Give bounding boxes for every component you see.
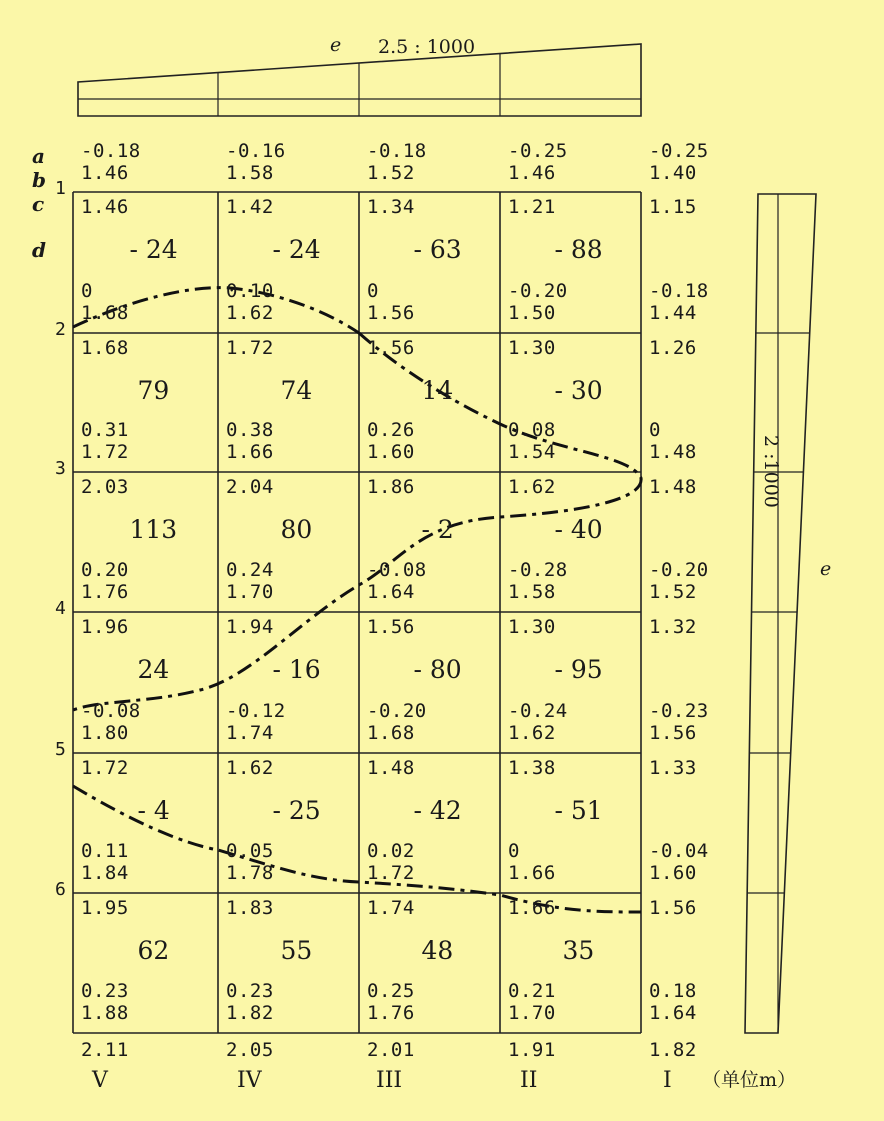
row-number-1: 1 bbox=[55, 178, 66, 199]
node-c-value: 1.66 bbox=[508, 897, 556, 919]
cell-volume: 79 bbox=[137, 376, 170, 405]
node-a-value: -0.18 bbox=[81, 140, 141, 162]
node-a-value: -0.16 bbox=[226, 140, 286, 162]
node-b-value: 1.56 bbox=[367, 302, 415, 324]
node-a-value: -0.08 bbox=[81, 700, 141, 722]
node-a-value: 0 bbox=[367, 280, 379, 302]
cell-volume: 113 bbox=[129, 515, 178, 544]
cell-volume: - 88 bbox=[554, 235, 603, 264]
node-a-value: -0.20 bbox=[367, 700, 427, 722]
node-a-value: 0.20 bbox=[81, 559, 129, 581]
node-b-value: 1.84 bbox=[81, 862, 129, 884]
node-b-value: 1.60 bbox=[649, 862, 697, 884]
node-b-value: 1.62 bbox=[508, 722, 556, 744]
node-a-value: -0.08 bbox=[367, 559, 427, 581]
node-b-value: 1.70 bbox=[508, 1002, 556, 1024]
node-c-value: 1.33 bbox=[649, 757, 697, 779]
node-a-value: 0.38 bbox=[226, 419, 274, 441]
cell-volume: 48 bbox=[421, 936, 454, 965]
node-a-value: -0.25 bbox=[508, 140, 568, 162]
node-b-value: 1.72 bbox=[81, 441, 129, 463]
node-c-value: 1.21 bbox=[508, 196, 556, 218]
node-b-value: 1.66 bbox=[226, 441, 274, 463]
node-c-value: 1.95 bbox=[81, 897, 129, 919]
node-b-value: 1.46 bbox=[508, 162, 556, 184]
node-c-value: 1.56 bbox=[649, 897, 697, 919]
node-c-value: 1.91 bbox=[508, 1039, 556, 1061]
node-c-value: 1.83 bbox=[226, 897, 274, 919]
row-number-4: 4 bbox=[55, 598, 66, 619]
node-a-value: 0 bbox=[81, 280, 93, 302]
column-label-II: II bbox=[520, 1068, 538, 1093]
cell-volume: - 24 bbox=[272, 235, 321, 264]
node-b-value: 1.82 bbox=[226, 1002, 274, 1024]
node-c-value: 2.03 bbox=[81, 476, 129, 498]
node-b-value: 1.60 bbox=[367, 441, 415, 463]
legend-b: b bbox=[32, 168, 46, 192]
node-c-value: 1.72 bbox=[226, 337, 274, 359]
node-a-value: -0.24 bbox=[508, 700, 568, 722]
cell-volume: 35 bbox=[562, 936, 595, 965]
node-c-value: 1.56 bbox=[367, 616, 415, 638]
node-c-value: 1.62 bbox=[226, 757, 274, 779]
node-b-value: 1.52 bbox=[367, 162, 415, 184]
node-b-value: 1.76 bbox=[367, 1002, 415, 1024]
side-scale-wedge bbox=[745, 194, 816, 1033]
legend-d: d bbox=[32, 238, 46, 262]
node-b-value: 1.72 bbox=[367, 862, 415, 884]
cell-volume: 55 bbox=[280, 936, 313, 965]
cell-volume: - 80 bbox=[413, 655, 462, 684]
cell-volume: - 40 bbox=[554, 515, 603, 544]
node-c-value: 1.38 bbox=[508, 757, 556, 779]
node-a-value: -0.18 bbox=[649, 280, 709, 302]
node-a-value: 0.31 bbox=[81, 419, 129, 441]
node-c-value: 1.74 bbox=[367, 897, 415, 919]
node-b-value: 1.68 bbox=[367, 722, 415, 744]
node-c-value: 1.15 bbox=[649, 196, 697, 218]
cell-volume: 14 bbox=[421, 376, 454, 405]
node-c-value: 1.72 bbox=[81, 757, 129, 779]
cell-volume: - 25 bbox=[272, 796, 321, 825]
node-c-value: 2.04 bbox=[226, 476, 274, 498]
node-a-value: -0.20 bbox=[508, 280, 568, 302]
node-c-value: 1.86 bbox=[367, 476, 415, 498]
cell-volume: - 51 bbox=[554, 796, 603, 825]
cell-volume: - 63 bbox=[413, 235, 462, 264]
node-c-value: 1.96 bbox=[81, 616, 129, 638]
node-b-value: 1.74 bbox=[226, 722, 274, 744]
cell-volume: - 24 bbox=[129, 235, 178, 264]
node-a-value: -0.12 bbox=[226, 700, 286, 722]
node-b-value: 1.40 bbox=[649, 162, 697, 184]
node-c-value: 2.05 bbox=[226, 1039, 274, 1061]
node-c-value: 1.94 bbox=[226, 616, 274, 638]
node-b-value: 1.54 bbox=[508, 441, 556, 463]
node-c-value: 1.46 bbox=[81, 196, 129, 218]
node-c-value: 2.11 bbox=[81, 1039, 129, 1061]
node-a-value: 0.25 bbox=[367, 980, 415, 1002]
node-b-value: 1.80 bbox=[81, 722, 129, 744]
node-a-value: 0.10 bbox=[226, 280, 274, 302]
node-b-value: 1.64 bbox=[649, 1002, 697, 1024]
node-b-value: 1.78 bbox=[226, 862, 274, 884]
node-a-value: 0.11 bbox=[81, 840, 129, 862]
node-b-value: 1.50 bbox=[508, 302, 556, 324]
cell-volume: - 16 bbox=[272, 655, 321, 684]
column-label-IV: IV bbox=[237, 1068, 262, 1093]
node-b-value: 1.70 bbox=[226, 581, 274, 603]
node-a-value: 0.08 bbox=[508, 419, 556, 441]
node-c-value: 1.34 bbox=[367, 196, 415, 218]
node-a-value: -0.20 bbox=[649, 559, 709, 581]
node-a-value: -0.18 bbox=[367, 140, 427, 162]
column-label-I: I bbox=[663, 1068, 672, 1093]
unit-label: （单位m） bbox=[702, 1069, 797, 1091]
cell-volume: 62 bbox=[137, 936, 170, 965]
cell-volume: 80 bbox=[280, 515, 313, 544]
node-a-value: 0.23 bbox=[81, 980, 129, 1002]
node-c-value: 1.42 bbox=[226, 196, 274, 218]
node-b-value: 1.58 bbox=[508, 581, 556, 603]
node-a-value: -0.28 bbox=[508, 559, 568, 581]
node-c-value: 1.48 bbox=[649, 476, 697, 498]
row-number-2: 2 bbox=[55, 319, 66, 340]
node-a-value: 0.02 bbox=[367, 840, 415, 862]
node-a-value: -0.04 bbox=[649, 840, 709, 862]
side-scale-ratio: 2 :1000 bbox=[760, 435, 782, 508]
node-c-value: 1.62 bbox=[508, 476, 556, 498]
side-scale-letter: e bbox=[820, 558, 832, 580]
node-c-value: 1.48 bbox=[367, 757, 415, 779]
node-a-value: 0.21 bbox=[508, 980, 556, 1002]
node-b-value: 1.62 bbox=[226, 302, 274, 324]
node-a-value: 0 bbox=[508, 840, 520, 862]
top-scale-ratio: 2.5 : 1000 bbox=[378, 36, 476, 58]
cell-volume: - 95 bbox=[554, 655, 603, 684]
node-b-value: 1.48 bbox=[649, 441, 697, 463]
node-c-value: 2.01 bbox=[367, 1039, 415, 1061]
node-b-value: 1.46 bbox=[81, 162, 129, 184]
node-a-value: 0.05 bbox=[226, 840, 274, 862]
node-b-value: 1.64 bbox=[367, 581, 415, 603]
row-number-3: 3 bbox=[55, 458, 66, 479]
row-number-6: 6 bbox=[55, 879, 66, 900]
node-c-value: 1.26 bbox=[649, 337, 697, 359]
cell-volume: - 30 bbox=[554, 376, 603, 405]
legend-a: a bbox=[32, 144, 45, 168]
row-number-5: 5 bbox=[55, 739, 66, 760]
top-scale-letter: e bbox=[330, 34, 342, 56]
node-b-value: 1.76 bbox=[81, 581, 129, 603]
node-a-value: 0 bbox=[649, 419, 661, 441]
node-a-value: 0.24 bbox=[226, 559, 274, 581]
legend-c: c bbox=[32, 192, 45, 216]
node-b-value: 1.52 bbox=[649, 581, 697, 603]
node-b-value: 1.56 bbox=[649, 722, 697, 744]
node-a-value: -0.23 bbox=[649, 700, 709, 722]
node-c-value: 1.30 bbox=[508, 337, 556, 359]
node-a-value: 0.26 bbox=[367, 419, 415, 441]
column-label-III: III bbox=[376, 1068, 403, 1093]
cell-volume: 74 bbox=[280, 376, 313, 405]
node-a-value: 0.23 bbox=[226, 980, 274, 1002]
node-b-value: 1.58 bbox=[226, 162, 274, 184]
cell-volume: - 2 bbox=[421, 515, 454, 544]
cell-volume: - 42 bbox=[413, 796, 462, 825]
node-b-value: 1.44 bbox=[649, 302, 697, 324]
column-label-V: V bbox=[92, 1068, 108, 1093]
node-c-value: 1.82 bbox=[649, 1039, 697, 1061]
node-c-value: 1.30 bbox=[508, 616, 556, 638]
node-b-value: 1.88 bbox=[81, 1002, 129, 1024]
node-c-value: 1.32 bbox=[649, 616, 697, 638]
node-c-value: 1.56 bbox=[367, 337, 415, 359]
node-a-value: -0.25 bbox=[649, 140, 709, 162]
cell-volume: 24 bbox=[137, 655, 170, 684]
node-b-value: 1.68 bbox=[81, 302, 129, 324]
node-c-value: 1.68 bbox=[81, 337, 129, 359]
node-a-value: 0.18 bbox=[649, 980, 697, 1002]
node-b-value: 1.66 bbox=[508, 862, 556, 884]
cell-volume: - 4 bbox=[137, 796, 170, 825]
